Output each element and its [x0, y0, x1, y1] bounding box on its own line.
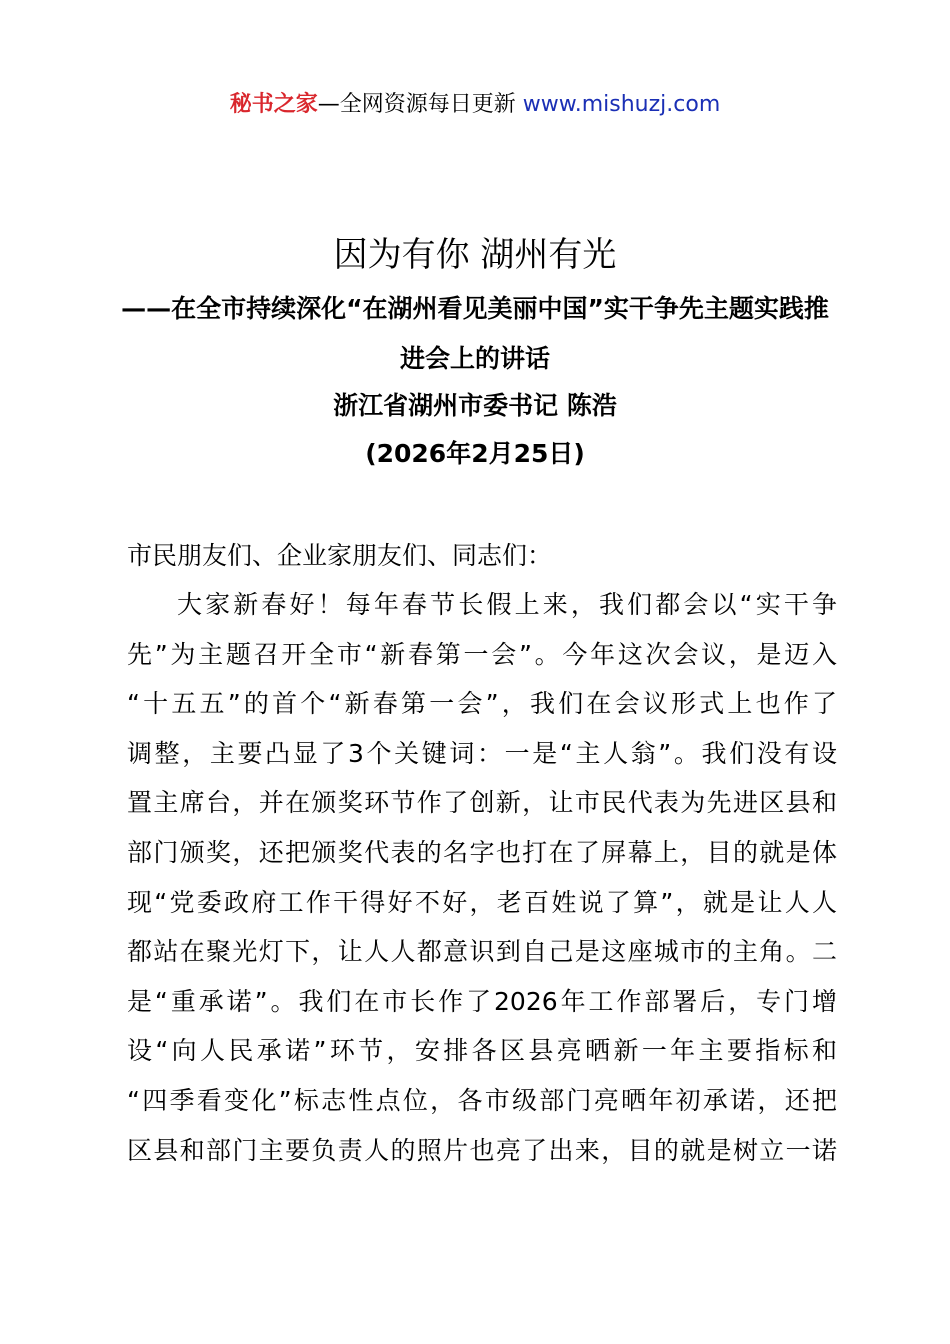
- body-line: 设“向人民承诺”环节，安排各区县亮晒新一年主要指标和: [127, 1036, 837, 1066]
- speech-salutation: 市民朋友们、企业家朋友们、同志们：: [127, 541, 553, 570]
- document-subtitle: ——在全市持续深化“在湖州看见美丽中国”实干争先主题实践推进会上的讲话: [121, 294, 829, 373]
- body-line: 置主席台，并在颁奖环节作了创新，让市民代表为先进区县和: [127, 788, 837, 818]
- body-line: “十五五”的首个“新春第一会”，我们在会议形式上也作了: [127, 689, 837, 719]
- document-title: 因为有你 湖州有光: [333, 235, 617, 275]
- site-brand: 秘书之家: [229, 92, 318, 117]
- body-line: “四季看变化”标志性点位，各市级部门亮晒年初承诺，还把: [127, 1085, 837, 1115]
- document-date: (2026年2月25日): [365, 439, 585, 468]
- body-line: 部门颁奖，还把颁奖代表的名字也打在了屏幕上，目的就是体: [127, 837, 837, 867]
- body-line: 大家新春好！每年春节长假上来，我们都会以“实干争: [177, 590, 837, 619]
- speech-body: [127, 580, 837, 1175]
- body-line: 调整，主要凸显了3个关键词：一是“主人翁”。我们没有设: [127, 738, 837, 768]
- site-tagline: —全网资源每日更新: [317, 92, 516, 117]
- body-line: 区县和部门主要负责人的照片也亮了出来，目的就是树立一诺: [127, 1135, 837, 1165]
- site-url-link[interactable]: www.mishuzj.com: [522, 92, 721, 117]
- document-author: 浙江省湖州市委书记 陈浩: [333, 391, 617, 420]
- body-line: 是“重承诺”。我们在市长作了2026年工作部署后，专门增: [127, 986, 837, 1016]
- body-line: 现“党委政府工作干得好不好，老百姓说了算”，就是让人人: [127, 887, 837, 917]
- body-line: 先”为主题召开全市“新春第一会”。今年这次会议，是迈入: [127, 639, 837, 669]
- body-line: 都站在聚光灯下，让人人都意识到自己是这座城市的主角。二: [127, 937, 837, 967]
- site-header: [0, 88, 950, 122]
